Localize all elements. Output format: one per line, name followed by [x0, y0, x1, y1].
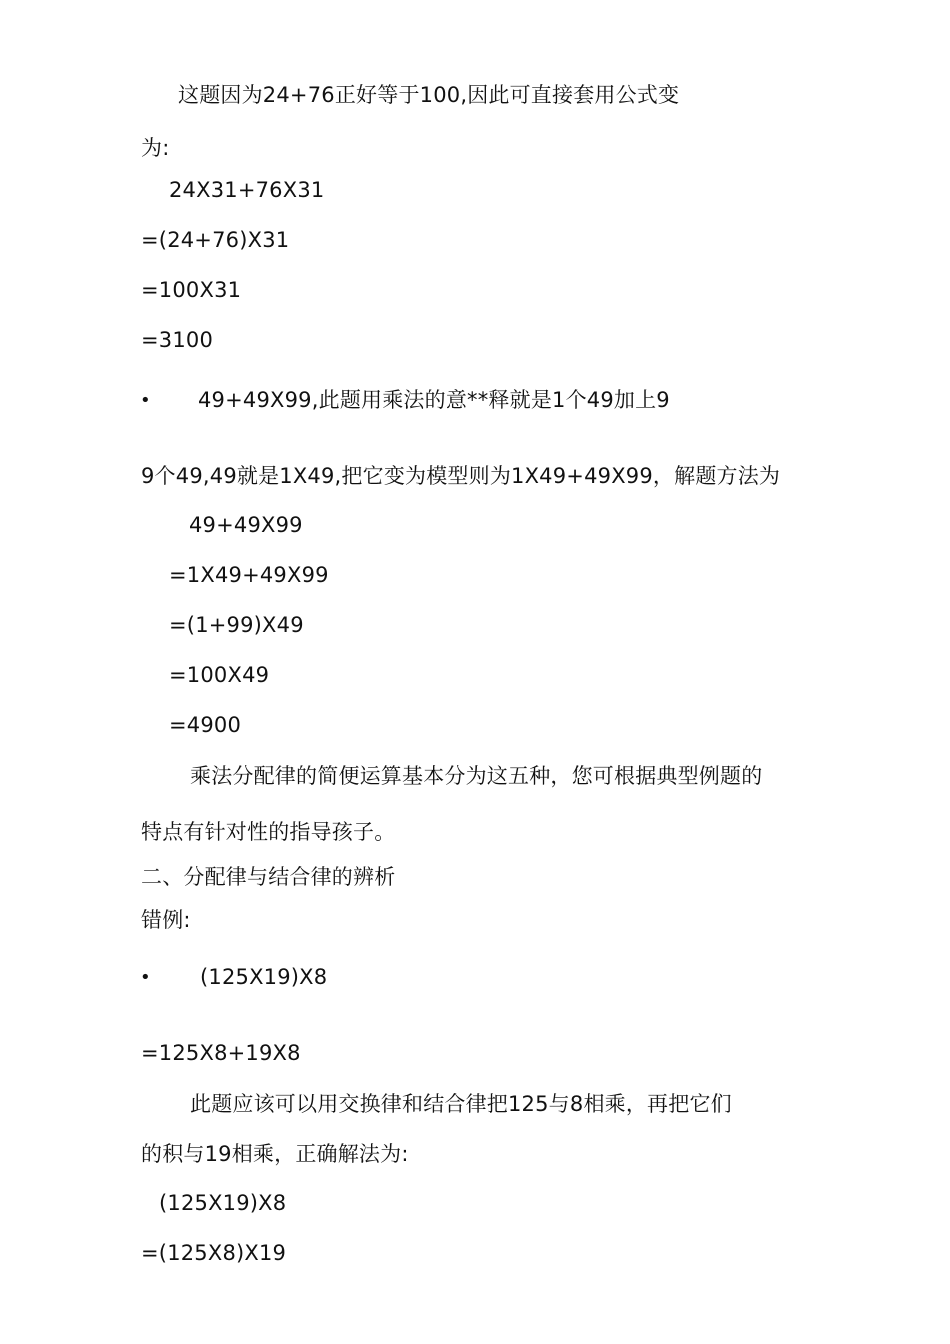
equation-line: =3100 — [141, 328, 214, 352]
equation-line: 49+49X99 — [189, 513, 303, 537]
paragraph-line: 这题因为24+76正好等于100,因此可直接套用公式变 — [178, 83, 680, 107]
paragraph-line: 乘法分配律的简便运算基本分为这五种，您可根据典型例题的 — [190, 764, 763, 788]
equation-line: =1X49+49X99 — [169, 563, 329, 587]
paragraph-line: 特点有针对性的指导孩子。 — [141, 820, 396, 844]
equation-line: =4900 — [169, 713, 242, 737]
equation-line: 24X31+76X31 — [169, 178, 325, 202]
paragraph-line: 的积与19相乘，正确解法为: — [141, 1142, 409, 1166]
equation-line: =(125X8)X19 — [141, 1241, 287, 1265]
list-item-text: (125X19)X8 — [200, 965, 328, 989]
paragraph-line: 9个49,49就是1X49,把它变为模型则为1X49+49X99，解题方法为 — [141, 464, 781, 488]
paragraph-line: 此题应该可以用交换律和结合律把125与8相乘，再把它们 — [190, 1092, 732, 1116]
equation-line: =(1+99)X49 — [169, 613, 304, 637]
equation-line: =100X31 — [141, 278, 242, 302]
equation-line: =125X8+19X8 — [141, 1041, 301, 1065]
paragraph-line: 为: — [141, 136, 170, 160]
section-heading: 二、分配律与结合律的辨析 — [141, 865, 396, 889]
equation-line: (125X19)X8 — [159, 1191, 287, 1215]
equation-line: =100X49 — [169, 663, 270, 687]
list-item-text: 49+49X99,此题用乘法的意**释就是1个49加上9 — [198, 388, 670, 412]
list-bullet: • — [140, 390, 151, 411]
list-bullet: • — [140, 967, 151, 988]
paragraph-line: 错例: — [141, 908, 191, 932]
equation-line: =(24+76)X31 — [141, 228, 290, 252]
